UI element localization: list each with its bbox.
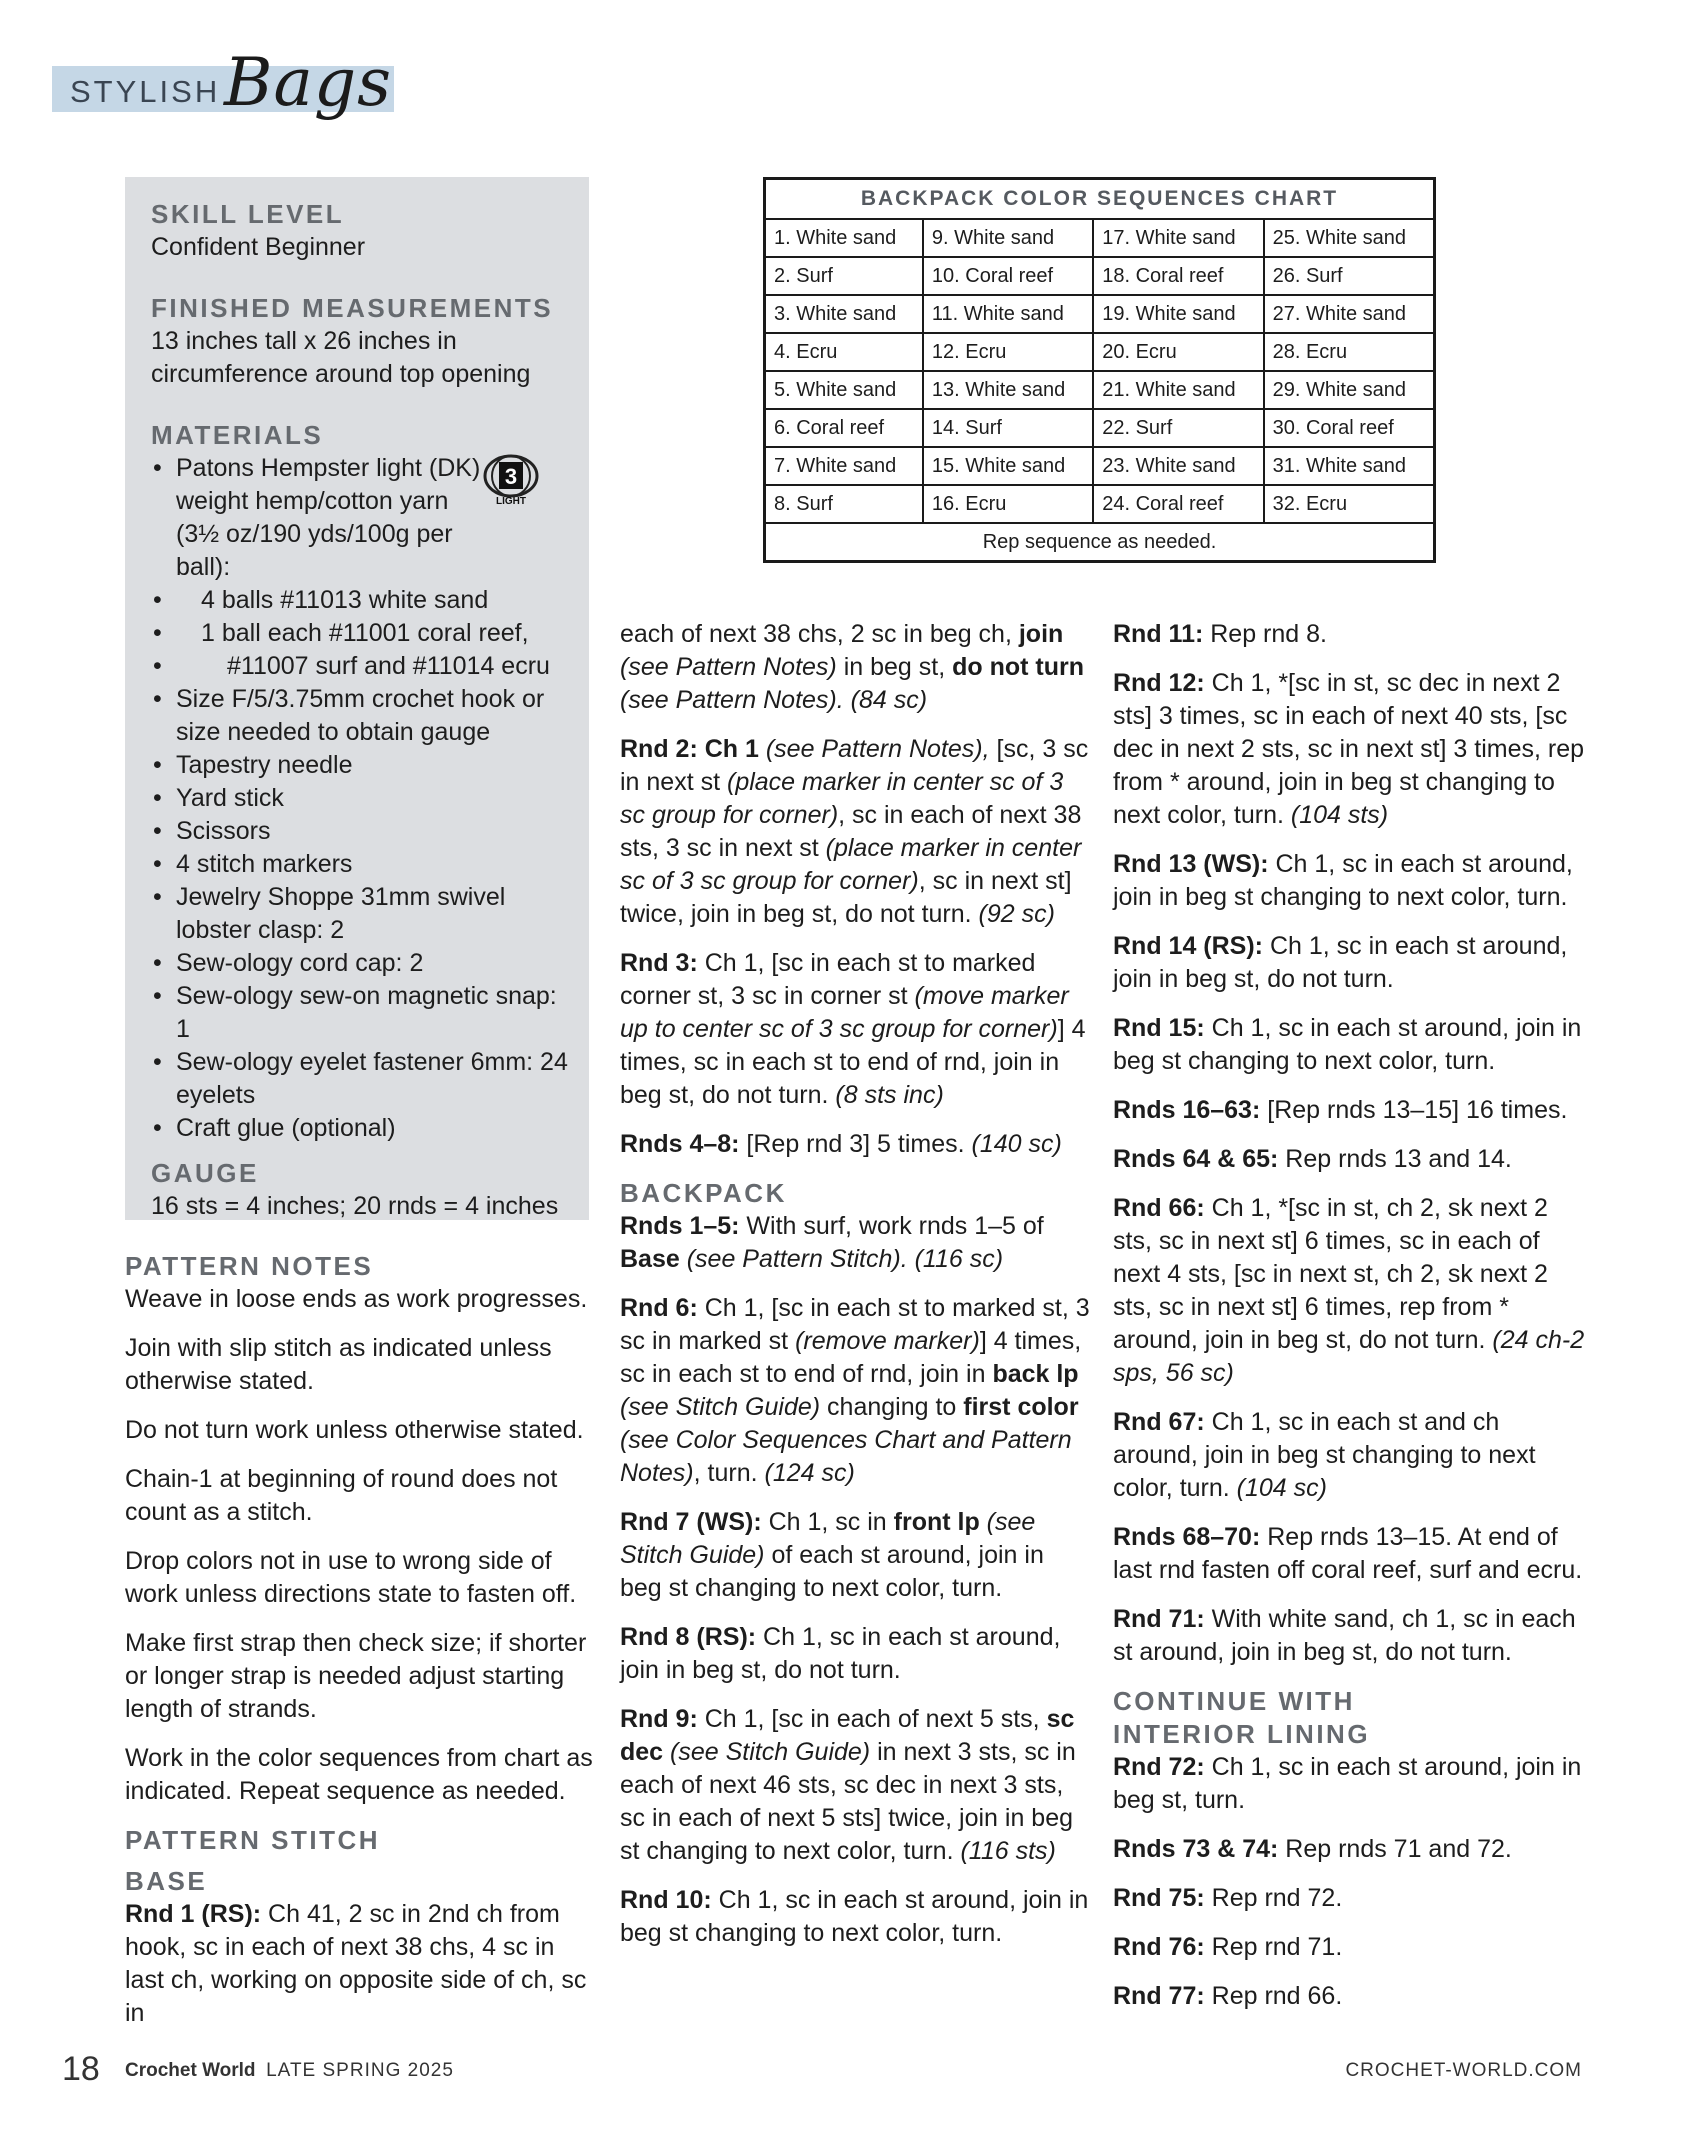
list-item: • Sew-ology eyelet fastener 6mm: 24 eyelets	[151, 1046, 571, 1112]
continue-heading-2: INTERIOR LINING	[1113, 1719, 1371, 1749]
instructions-column-3	[1113, 618, 1588, 2029]
rnd66: Rnd 66: Ch 1, *[sc in st, ch 2, sk next 2 sts, sc in next st] 6 times, sc in each of next 4 sts, [sc in next st, ch 2, sk next 2 sts, sc in next st] 6 times, rep from * around, join in beg st, do not turn. (24 ch-2 sps, 56 sc)	[1113, 1194, 1585, 1387]
rnd77: Rnd 77: Rep rnd 66.	[1113, 1982, 1343, 2010]
sidebar-content	[151, 198, 571, 1223]
rnd72: Rnd 72: Ch 1, sc in each st around, join in beg st, turn.	[1113, 1753, 1582, 1814]
base-heading: BASE	[125, 1866, 208, 1896]
table-row: 1. White sand 9. White sand 17. White sand 25. White sand	[765, 219, 1435, 257]
rnd8: Rnd 8 (RS): Ch 1, sc in each st around, join in beg st, do not turn.	[620, 1623, 1061, 1684]
skill-heading: SKILL LEVEL	[151, 199, 345, 229]
list-item: • Sew-ology cord cap: 2	[151, 947, 571, 980]
note: Weave in loose ends as work progresses.	[125, 1285, 588, 1313]
rnd9: Rnd 9: Ch 1, [sc in each of next 5 sts, sc dec (see Stitch Guide) in next 3 sts, sc in each of next 46 sts, sc dec in next 3 sts, sc in each of next 5 sts] twice, join in beg st changing to next color, turn. (116 sts)	[620, 1705, 1076, 1865]
yarn-weight-icon	[482, 454, 540, 506]
rnd7: Rnd 7 (WS): Ch 1, sc in front lp (see Stitch Guide) of each st around, join in beg st changing to next color, turn.	[620, 1508, 1044, 1602]
chart-footer: Rep sequence as needed.	[765, 523, 1435, 562]
rnd67: Rnd 67: Ch 1, sc in each st and ch around, join in beg st changing to next color, turn. (104 sc)	[1113, 1408, 1536, 1502]
list-item: • Patons Hempster light (DK) weight hemp/cotton yarn (3½ oz/190 yds/100g per ball):	[151, 452, 571, 584]
pattern-notes	[125, 1250, 595, 2046]
note: Join with slip stitch as indicated unless otherwise stated.	[125, 1334, 552, 1395]
rnd14: Rnd 14 (RS): Ch 1, sc in each st around, join in beg st, do not turn.	[1113, 932, 1568, 993]
rnd3: Rnd 3: Ch 1, [sc in each st to marked corner st, 3 sc in corner st (move marker up to center sc of 3 sc group for corner)] 4 times, sc in each st to end of rnd, join in beg st, do not turn. (8 sts inc)	[620, 949, 1086, 1109]
skill-value: Confident Beginner	[151, 233, 366, 261]
backpack-rnds1-5: Rnds 1–5: With surf, work rnds 1–5 of Base (see Pattern Stitch). (116 sc)	[620, 1212, 1044, 1273]
list-item-sub: • 4 balls #11013 white sand	[151, 584, 571, 617]
list-item: • Tapestry needle	[151, 749, 571, 782]
rnd1: Rnd 1 (RS): Ch 41, 2 sc in 2nd ch from hook, sc in each of next 38 chs, 4 sc in last ch, working on opposite side of ch, sc in	[125, 1900, 587, 2027]
list-item: • Craft glue (optional)	[151, 1112, 571, 1145]
table-row: 8. Surf 16. Ecru 24. Coral reef 32. Ecru	[765, 485, 1435, 523]
gauge-heading: GAUGE	[151, 1158, 259, 1188]
rnd12: Rnd 12: Ch 1, *[sc in st, sc dec in next 2 sts] 3 times, sc in each of next 40 sts, [sc dec in next 2 sts, sc in next st] 3 times, rep from * around, join in beg st changing to next color, turn. (104 sts)	[1113, 669, 1585, 829]
rnd2: Rnd 2: Ch 1 (see Pattern Notes), [sc, 3 sc in next st (place marker in center sc of 3 sc group for corner), sc in each of next 38 sts, 3 sc in next st (place marker in center sc of 3 sc group for corner), sc in next st] twice, join in beg st, do not turn. (92 sc)	[620, 735, 1089, 928]
list-item: • 4 stitch markers	[151, 848, 571, 881]
section-banner	[52, 44, 394, 121]
rnd1-cont: each of next 38 chs, 2 sc in beg ch, join (see Pattern Notes) in beg st, do not turn (see Pattern Notes). (84 sc)	[620, 620, 1085, 714]
rnds4-8: Rnds 4–8: [Rep rnd 3] 5 times. (140 sc)	[620, 1130, 1062, 1158]
continue-heading-1: CONTINUE WITH	[1113, 1686, 1355, 1716]
page-number: 18	[62, 2050, 100, 2088]
materials-heading: MATERIALS	[151, 420, 324, 450]
note: Chain-1 at beginning of round does not count as a stitch.	[125, 1465, 558, 1526]
measure-value: 13 inches tall x 26 inches in circumference around top opening	[151, 327, 531, 388]
materials-list	[151, 452, 571, 1145]
note: Do not turn work unless otherwise stated.	[125, 1416, 584, 1444]
rnd10: Rnd 10: Ch 1, sc in each st around, join in beg st changing to next color, turn.	[620, 1886, 1089, 1947]
list-item: • Size F/5/3.75mm crochet hook or size needed to obtain gauge	[151, 683, 571, 749]
banner-bags: Bags	[224, 44, 392, 121]
table-row: 3. White sand 11. White sand 19. White sand 27. White sand	[765, 295, 1435, 333]
table-row: 7. White sand 15. White sand 23. White sand 31. White sand	[765, 447, 1435, 485]
table-row	[765, 523, 1435, 562]
gauge-value: 16 sts = 4 inches; 20 rnds = 4 inches	[151, 1192, 559, 1220]
svg-text:LIGHT: LIGHT	[496, 496, 526, 506]
stitch-heading: PATTERN STITCH	[125, 1825, 381, 1855]
table-row: 5. White sand 13. White sand 21. White sand 29. White sand	[765, 371, 1435, 409]
list-item: • Scissors	[151, 815, 571, 848]
note: Drop colors not in use to wrong side of work unless directions state to fasten off.	[125, 1547, 577, 1608]
instructions-column-2	[620, 618, 1090, 1966]
table-row: 2. Surf 10. Coral reef 18. Coral reef 26. Surf	[765, 257, 1435, 295]
note: Work in the color sequences from chart as indicated. Repeat sequence as needed.	[125, 1744, 593, 1805]
rnd13: Rnd 13 (WS): Ch 1, sc in each st around, join in beg st changing to next color, turn.	[1113, 850, 1573, 911]
rnd71: Rnd 71: With white sand, ch 1, sc in each st around, join in beg st, do not turn.	[1113, 1605, 1576, 1666]
chart-title: BACKPACK COLOR SEQUENCES CHART	[765, 179, 1435, 220]
measure-heading: FINISHED MEASUREMENTS	[151, 293, 554, 323]
table-row: 4. Ecru 12. Ecru 20. Ecru 28. Ecru	[765, 333, 1435, 371]
rnd6: Rnd 6: Ch 1, [sc in each st to marked st, 3 sc in marked st (remove marker)] 4 times, sc in each st to end of rnd, join in back lp (see Stitch Guide) changing to first color (see Color Sequences Chart and Pattern Notes), turn. (124 sc)	[620, 1294, 1090, 1487]
list-item: • Jewelry Shoppe 31mm swivel lobster clasp: 2	[151, 881, 571, 947]
list-item: • Yard stick	[151, 782, 571, 815]
rnds68-70: Rnds 68–70: Rep rnds 13–15. At end of last rnd fasten off coral reef, surf and ecru.	[1113, 1523, 1583, 1584]
note: Make first strap then check size; if shorter or longer strap is needed adjust starting length of strands.	[125, 1629, 587, 1723]
rnd15: Rnd 15: Ch 1, sc in each st around, join in beg st changing to next color, turn.	[1113, 1014, 1582, 1075]
rnds64-65: Rnds 64 & 65: Rep rnds 13 and 14.	[1113, 1145, 1512, 1173]
rnds73-74: Rnds 73 & 74: Rep rnds 71 and 72.	[1113, 1835, 1512, 1863]
svg-text:3: 3	[504, 464, 518, 489]
rnds16-63: Rnds 16–63: [Rep rnds 13–15] 16 times.	[1113, 1096, 1568, 1124]
banner-stylish: STYLISH	[70, 74, 221, 109]
backpack-heading: BACKPACK	[620, 1178, 787, 1208]
list-item: • Sew-ology sew-on magnetic snap: 1	[151, 980, 571, 1046]
rnd76: Rnd 76: Rep rnd 71.	[1113, 1933, 1343, 1961]
footer-magazine: Crochet World LATE SPRING 2025	[125, 2060, 454, 2081]
rnd75: Rnd 75: Rep rnd 72.	[1113, 1884, 1343, 1912]
list-item-sub: • #11007 surf and #11014 ecru	[151, 650, 571, 683]
color-sequences-chart	[763, 177, 1436, 563]
footer-website: CROCHET-WORLD.COM	[1345, 2060, 1582, 2081]
list-item-sub: • 1 ball each #11001 coral reef,	[151, 617, 571, 650]
rnd11: Rnd 11: Rep rnd 8.	[1113, 620, 1327, 648]
table-row: 6. Coral reef 14. Surf 22. Surf 30. Coral reef	[765, 409, 1435, 447]
notes-heading: PATTERN NOTES	[125, 1251, 374, 1281]
